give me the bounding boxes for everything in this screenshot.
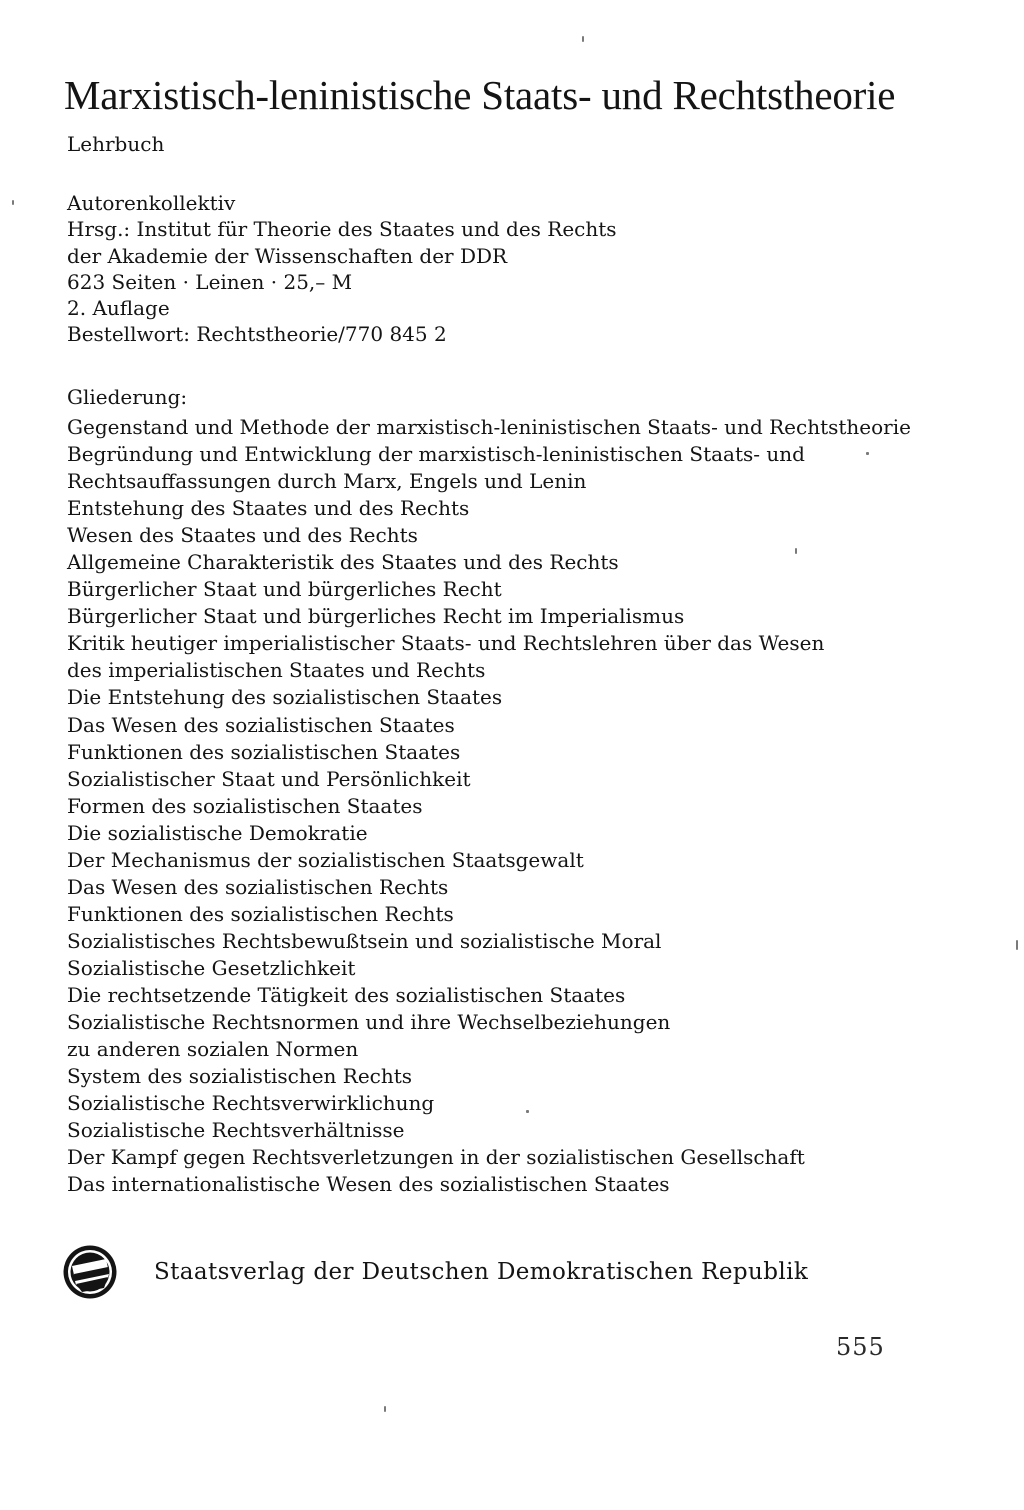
toc-item: System des sozialistischen Rechts	[67, 1064, 413, 1089]
toc-item: Sozialistische Gesetzlichkeit	[67, 955, 356, 980]
book-details	[67, 190, 617, 348]
authors-line: Autorenkollektiv	[67, 191, 236, 215]
toc-item: Die Entstehung des sozialistischen Staates	[67, 685, 503, 710]
table-of-contents	[67, 414, 911, 1198]
toc-item: Das internationalistische Wesen des sozialistischen Staates	[67, 1172, 670, 1197]
edition-line: 2. Auflage	[67, 296, 170, 321]
toc-item: Der Mechanismus der sozialistischen Staatsgewalt	[67, 847, 584, 872]
toc-item: Sozialistische Rechtsverhältnisse	[67, 1118, 405, 1143]
publisher-name: Staatsverlag der Deutschen Demokratischen Republik	[154, 1259, 809, 1285]
toc-item: Begründung und Entwicklung der marxistisch-leninistischen Staats- und	[67, 442, 805, 467]
scan-speck	[1016, 940, 1018, 950]
order-keyword-line: Bestellwort: Rechtstheorie/770 845 2	[67, 322, 447, 347]
toc-item: Der Kampf gegen Rechtsverletzungen in der sozialistischen Gesellschaft	[67, 1145, 805, 1170]
toc-item: zu anderen sozialen Normen	[67, 1037, 359, 1062]
toc-item: Gegenstand und Methode der marxistisch-leninistischen Staats- und Rechtstheorie	[67, 415, 911, 439]
toc-item: Funktionen des sozialistischen Staates	[67, 739, 461, 764]
scan-speck	[795, 548, 797, 554]
publisher-emblem-icon	[62, 1244, 118, 1300]
page-number: 555	[836, 1333, 885, 1361]
toc-item: Bürgerlicher Staat und bürgerliches Recht	[67, 577, 502, 602]
toc-item: Funktionen des sozialistischen Rechts	[67, 901, 454, 926]
subtitle: Lehrbuch	[67, 132, 165, 156]
toc-item: Allgemeine Charakteristik des Staates und des Rechts	[67, 550, 619, 575]
toc-item: Formen des sozialistischen Staates	[67, 793, 423, 818]
editor-line: Hrsg.: Institut für Theorie des Staates und des Rechts	[67, 217, 617, 242]
toc-item: Kritik heutiger imperialistischer Staats- und Rechtslehren über das Wesen	[67, 631, 825, 656]
toc-item: Sozialistisches Rechtsbewußtsein und sozialistische Moral	[67, 928, 662, 953]
toc-item: Entstehung des Staates und des Rechts	[67, 496, 470, 521]
toc-item: Das Wesen des sozialistischen Rechts	[67, 874, 449, 899]
toc-item: Die sozialistische Demokratie	[67, 820, 368, 845]
toc-item: Wesen des Staates und des Rechts	[67, 523, 418, 548]
scan-speck	[526, 1110, 529, 1113]
publisher-imprint	[62, 1244, 808, 1300]
toc-item: Sozialistischer Staat und Persönlichkeit	[67, 766, 471, 791]
toc-item: Sozialistische Rechtsnormen und ihre Wechselbeziehungen	[67, 1010, 671, 1035]
toc-item: Bürgerlicher Staat und bürgerliches Recht im Imperialismus	[67, 604, 685, 629]
toc-item: Die rechtsetzende Tätigkeit des sozialistischen Staates	[67, 982, 626, 1007]
scan-speck	[866, 452, 869, 455]
scan-speck	[582, 36, 584, 42]
toc-heading: Gliederung:	[67, 385, 188, 409]
pages-binding-price-line: 623 Seiten · Leinen · 25,– M	[67, 269, 353, 294]
scan-speck	[12, 200, 14, 205]
toc-item: des imperialistischen Staates und Rechts	[67, 658, 486, 683]
toc-item: Rechtsauffassungen durch Marx, Engels und Lenin	[67, 469, 587, 494]
page-title: Marxistisch-leninistische Staats- und Rechtstheorie	[64, 72, 896, 118]
toc-item: Sozialistische Rechtsverwirklichung	[67, 1091, 435, 1116]
scan-speck	[384, 1406, 386, 1412]
toc-item: Das Wesen des sozialistischen Staates	[67, 712, 455, 737]
editor-line-continued: der Akademie der Wissenschaften der DDR	[67, 243, 508, 268]
